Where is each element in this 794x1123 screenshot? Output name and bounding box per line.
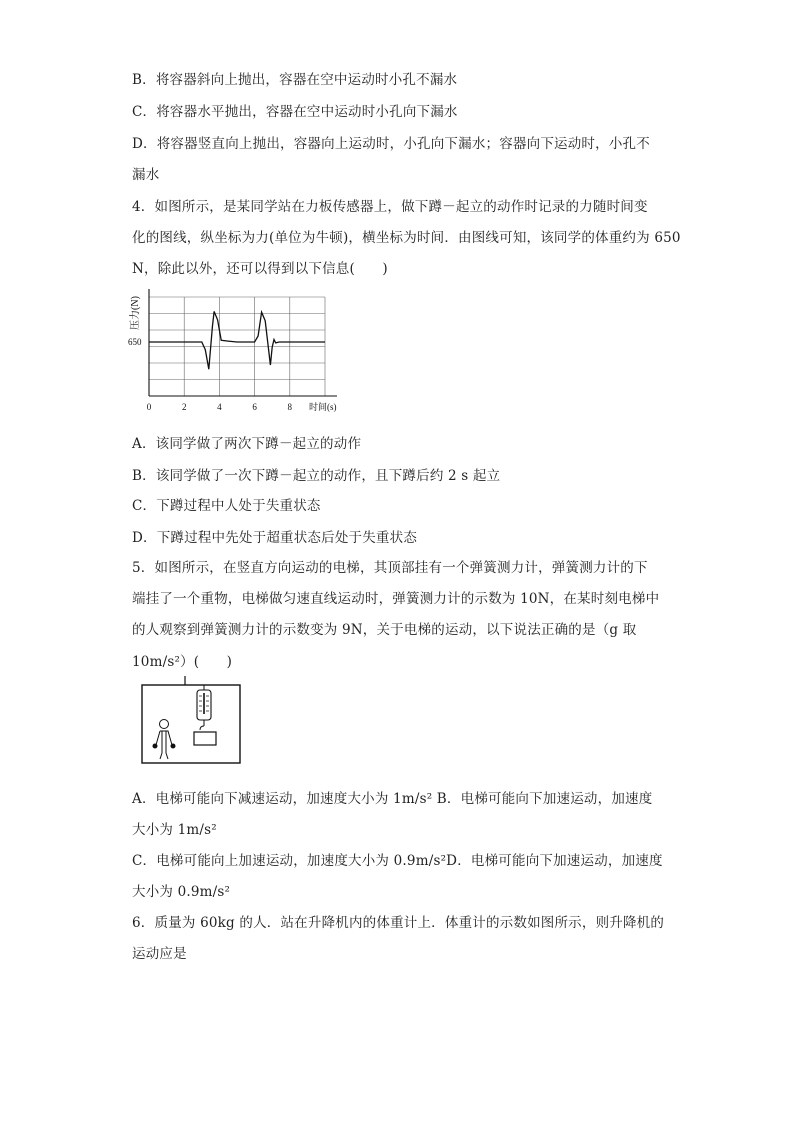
q3-option-d-line1: D．将容器竖直向上抛出，容器向上运动时，小孔向下漏水；容器向下运动时，小孔不 xyxy=(132,136,650,152)
chart-x-tick: 6 xyxy=(252,402,257,412)
q4-stem-line1: 4．如图所示，是某同学站在力板传感器上，做下蹲－起立的动作时记录的力随时间变 xyxy=(132,199,648,215)
q6-stem-line2: 运动应是 xyxy=(132,946,187,962)
force-time-chart xyxy=(128,285,348,417)
q6-stem-line1: 6．质量为 60kg 的人．站在升降机内的体重计上．体重计的示数如图所示，则升降机的 xyxy=(132,915,665,931)
q4-option-c: C．下蹲过程中人处于失重状态 xyxy=(132,498,321,514)
q5-option-cd-line2: 大小为 0.9m/s² xyxy=(132,884,231,900)
elevator-car xyxy=(142,685,240,763)
chart-x-ticks xyxy=(147,402,293,412)
force-curve-line xyxy=(149,311,325,369)
q3-option-c: C．将容器水平抛出，容器在空中运动时小孔向下漏水 xyxy=(132,104,458,120)
spring-scale-icon xyxy=(197,685,211,730)
q5-option-ab-line2: 大小为 1m/s² xyxy=(132,822,217,838)
q5-stem-line2: 端挂了一个重物，电梯做匀速直线运动时，弹簧测力计的示数为 10N，在某时刻电梯中 xyxy=(132,591,660,607)
chart-x-tick: 2 xyxy=(181,402,187,412)
chart-grid xyxy=(149,297,325,396)
chart-x-tick: 0 xyxy=(146,402,152,412)
chart-x-tick: 4 xyxy=(217,402,222,412)
elevator-figure xyxy=(138,676,244,766)
chart-x-label: 时间(s) xyxy=(309,402,337,412)
q4-stem-line2: 化的图线，纵坐标为力(单位为牛顿)，横坐标为时间．由图线可知，该同学的体重约为 650 xyxy=(132,230,681,246)
q4-option-a: A．该同学做了两次下蹲－起立的动作 xyxy=(132,436,362,452)
q4-option-b: B．该同学做了一次下蹲－起立的动作，且下蹲后约 2 s 起立 xyxy=(132,468,501,484)
chart-y-label: 压力(N) xyxy=(130,296,141,330)
q3-option-b: B．将容器斜向上抛出，容器在空中运动时小孔不漏水 xyxy=(132,72,458,88)
q3-option-d-line2: 漏水 xyxy=(132,167,160,183)
q5-stem-line4: 10m/s²）( ) xyxy=(132,654,233,670)
q5-option-cd-line1: C．电梯可能向上加速运动，加速度大小为 0.9m/s²D．电梯可能向下加速运动，加速度 xyxy=(132,853,663,869)
q5-stem-line1: 5．如图所示，在竖直方向运动的电梯，其顶部挂有一个弹簧测力计，弹簧测力计的下 xyxy=(132,560,648,576)
q5-option-ab-line1: A．电梯可能向下减速运动，加速度大小为 1m/s² B．电梯可能向下加速运动，加速度 xyxy=(132,791,653,807)
chart-x-tick: 8 xyxy=(287,402,293,412)
q5-stem-line3: 的人观察到弹簧测力计的示数变为 9N，关于电梯的运动，以下说法正确的是（g 取 xyxy=(132,622,637,638)
q4-stem-line3: N，除此以外，还可以得到以下信息( ) xyxy=(132,261,388,277)
q4-option-d: D．下蹲过程中先处于超重状态后处于失重状态 xyxy=(132,530,418,546)
person-icon xyxy=(153,720,175,760)
chart-y-tick-650: 650 xyxy=(128,337,142,347)
weight-block xyxy=(194,732,216,745)
